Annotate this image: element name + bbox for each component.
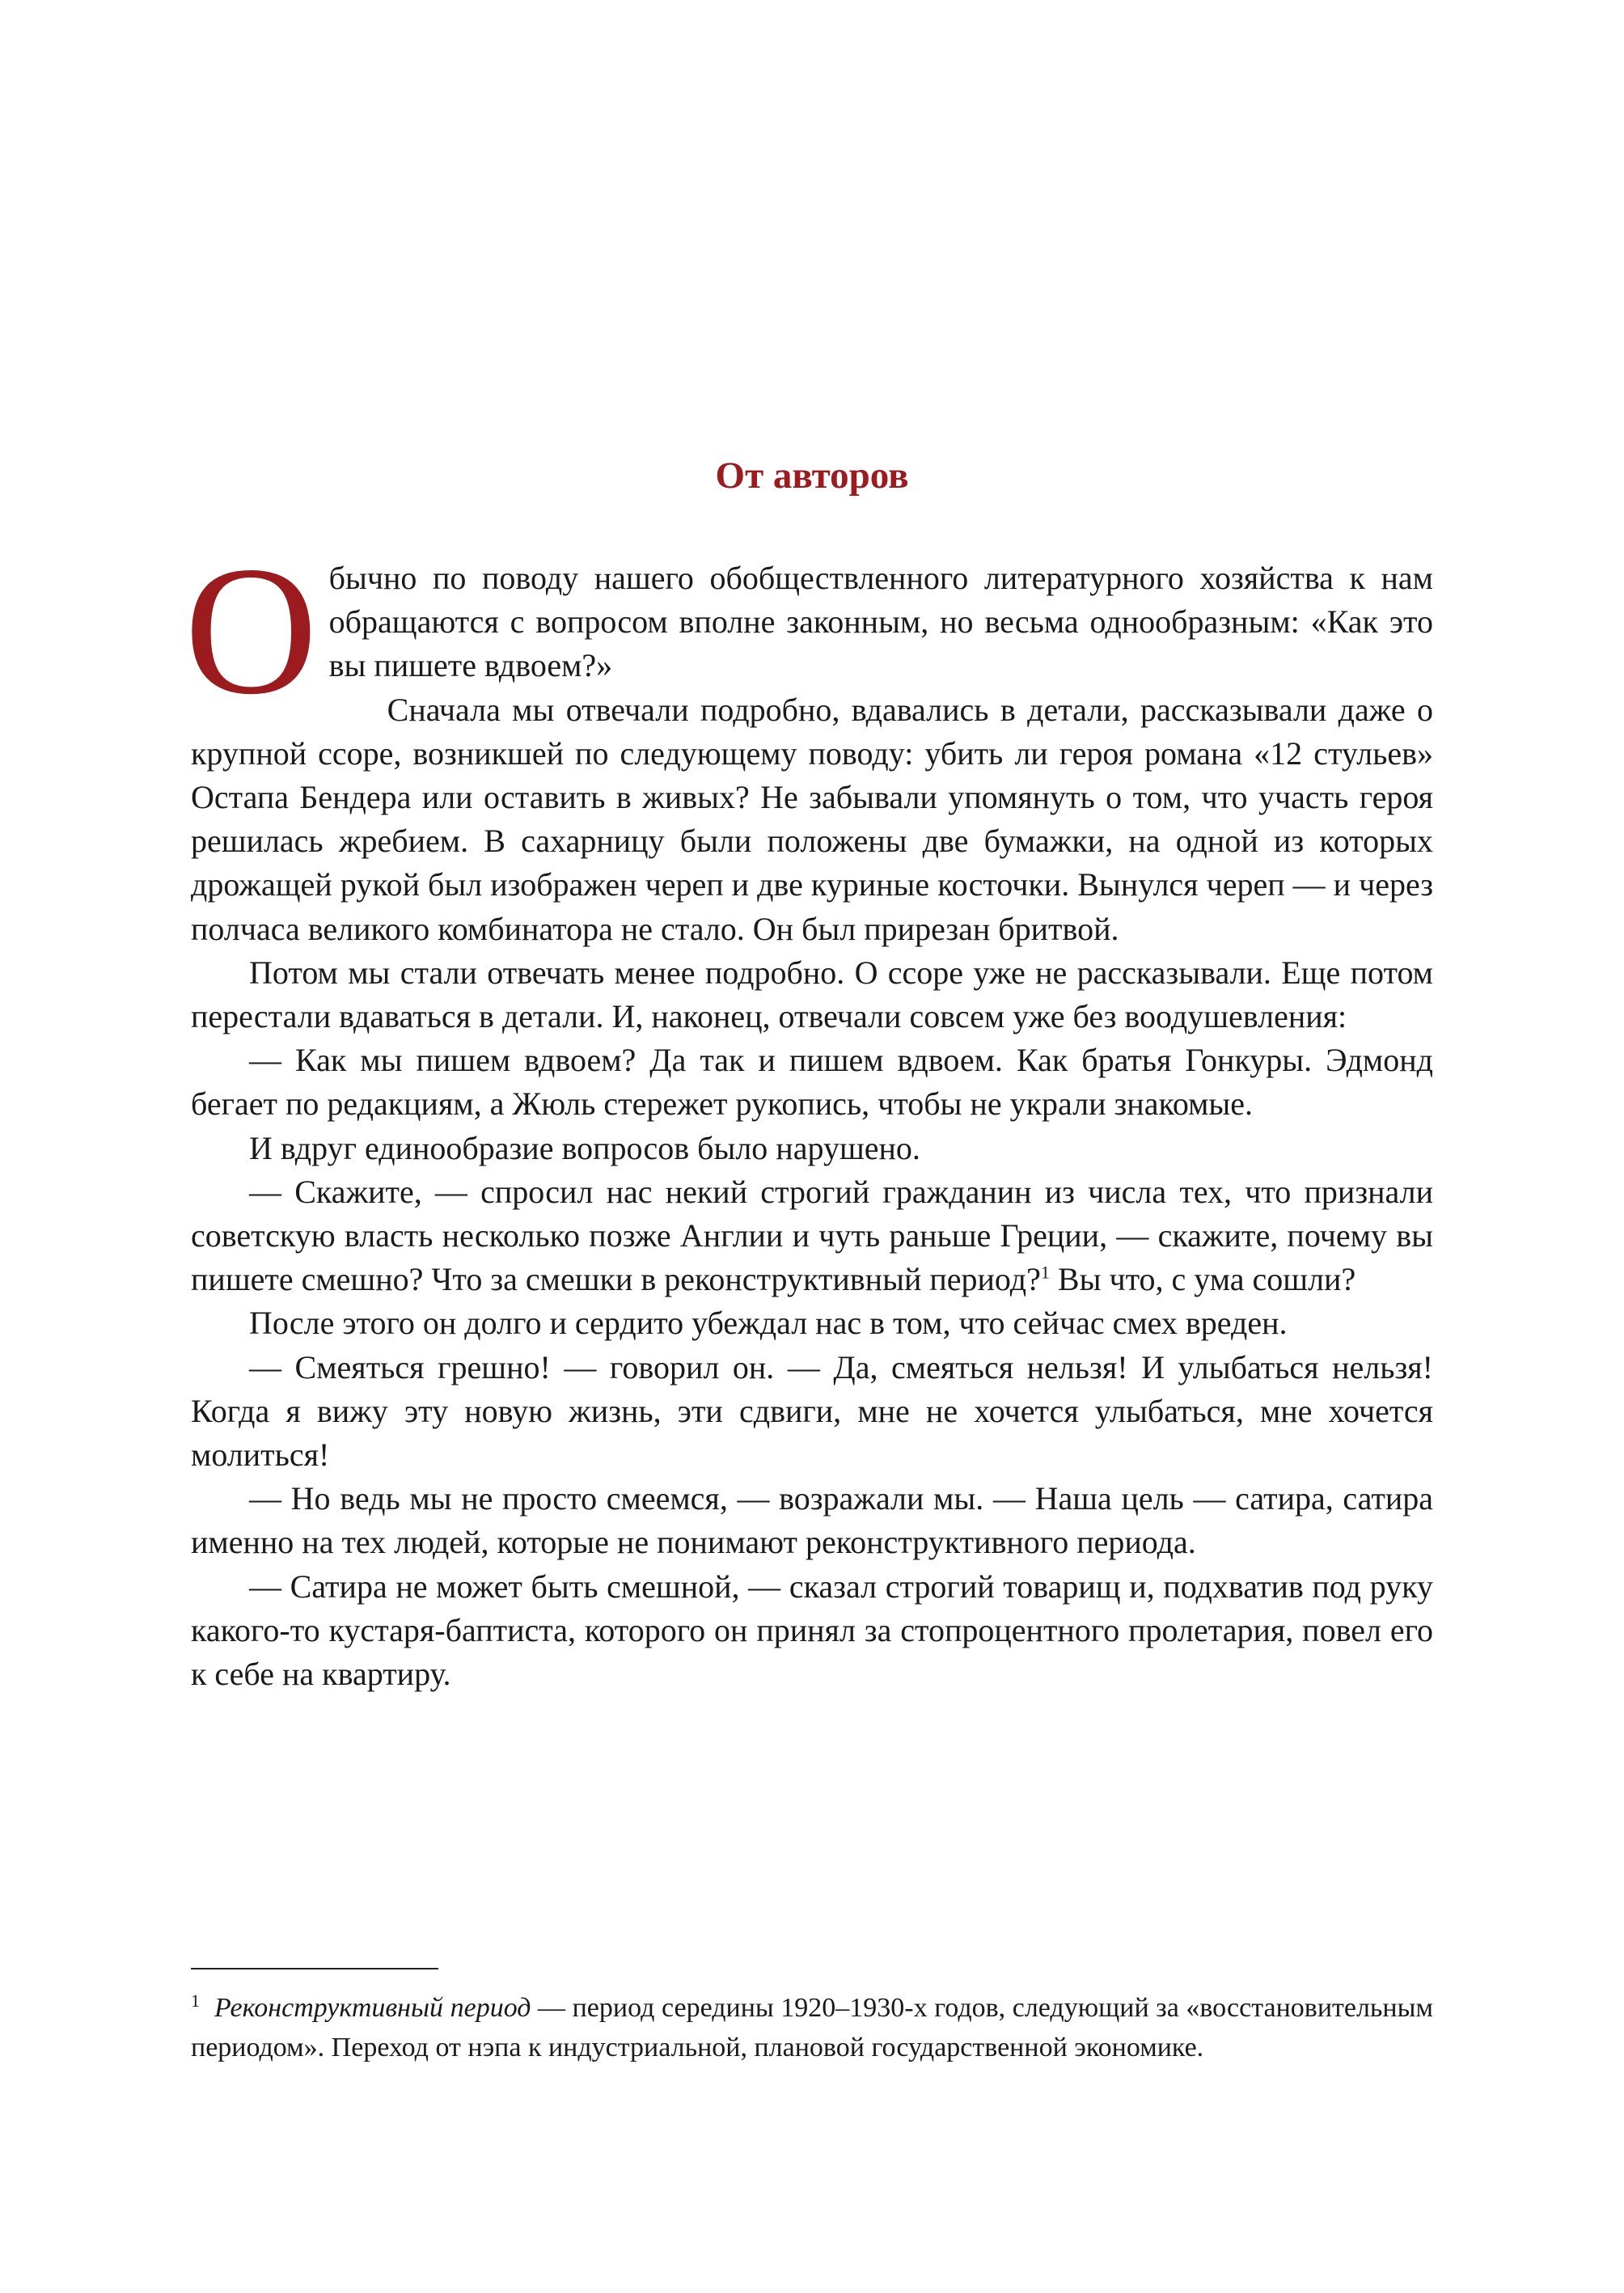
paragraph-10: — Сатира не может быть смешной, — сказал строгий товарищ и, подхватив под руку какого-то кустаря-баптиста, которого он принял за стопроцентного пролетария, повел его к себе на квартиру. [191, 1567, 1433, 1693]
paragraph-9: — Но ведь мы не просто смеемся, — возражали мы. — Наша цель — сатира, сатира именно на тех людей, которые не понимают реконструктивного периода. [191, 1480, 1433, 1561]
paragraph-6 [191, 1170, 1433, 1302]
paragraph-8: — Смеяться грешно! — говорил он. — Да, смеяться нельзя! И улыбаться нельзя! Когда я вижу эту новую жизнь, эти сдвиги, мне не хочется улыбаться, мне хочется молиться! [191, 1348, 1433, 1474]
paragraph-4: — Как мы пишем вдвоем? Да так и пишем вдвоем. Как братья Гонкуры. Эдмонд бегает по редакциям, а Жюль стережет рукопись, чтобы не украли знакомые. [191, 1042, 1433, 1123]
paragraph-6-text: — Скажите, — спросил нас некий строгий гражданин из числа тех, что признали советскую власть несколько позже Англии и чуть раньше Греции, — скажите, почему вы пишете смешно? Что за смешки в реконструктивный период? [191, 1173, 1433, 1298]
footnote-text: — период середины 1920–1930-х годов, следующий за «восстановительным периодом». Переход от нэпа к индустриальной, плановой государственной экономике. [191, 1993, 1433, 2062]
paragraph-1 [184, 529, 1433, 733]
paragraph-7: После этого он долго и сердито убеждал нас в том, что сейчас смех вреден. [249, 1305, 1288, 1342]
footnote-term: Реконструктивный период [214, 1993, 531, 2023]
footnote-divider [191, 1968, 438, 1969]
footnote-number: 1 [191, 1990, 200, 2011]
paragraph-6-tail: Вы что, с ума сошли? [1049, 1261, 1356, 1298]
footnote-reference[interactable]: 1 [1040, 1262, 1050, 1283]
footnote [191, 1988, 1433, 2067]
body-text [184, 529, 1433, 1696]
chapter-title: От авторов [715, 455, 909, 497]
paragraph-1-text: бычно по поводу нашего обобществленного литературного хозяйства к нам обращаются с вопросом вполне законным, но весьма однообразным: «Как это вы пишете вдвоем?» [328, 560, 1433, 684]
drop-cap: О [184, 529, 318, 733]
paragraph-5: И вдруг единообразие вопросов было нарушено. [249, 1129, 920, 1166]
paragraph-2: Сначала мы отвечали подробно, вдавались в детали, рассказывали даже о крупной ссоре, возникшей по следующему поводу: убить ли героя романа «12 стульев» Остапа Бендера или оставить в живых? Не забывали упомянуть о том, что участь героя решилась жребием. В сахарницу были положены две бумажки, на одной из которых дрожащей рукой был изображен череп и две куриные косточки. Вынулся череп — и через полчаса великого комбинатора не стало. Он был прирезан бритвой. [191, 691, 1433, 947]
book-page [184, 0, 1433, 2293]
paragraph-3: Потом мы стали отвечать менее подробно. О ссоре уже не рассказывали. Еще потом перестали вдаваться в детали. И, наконец, отвечали совсем уже без воодушевления: [191, 954, 1433, 1035]
